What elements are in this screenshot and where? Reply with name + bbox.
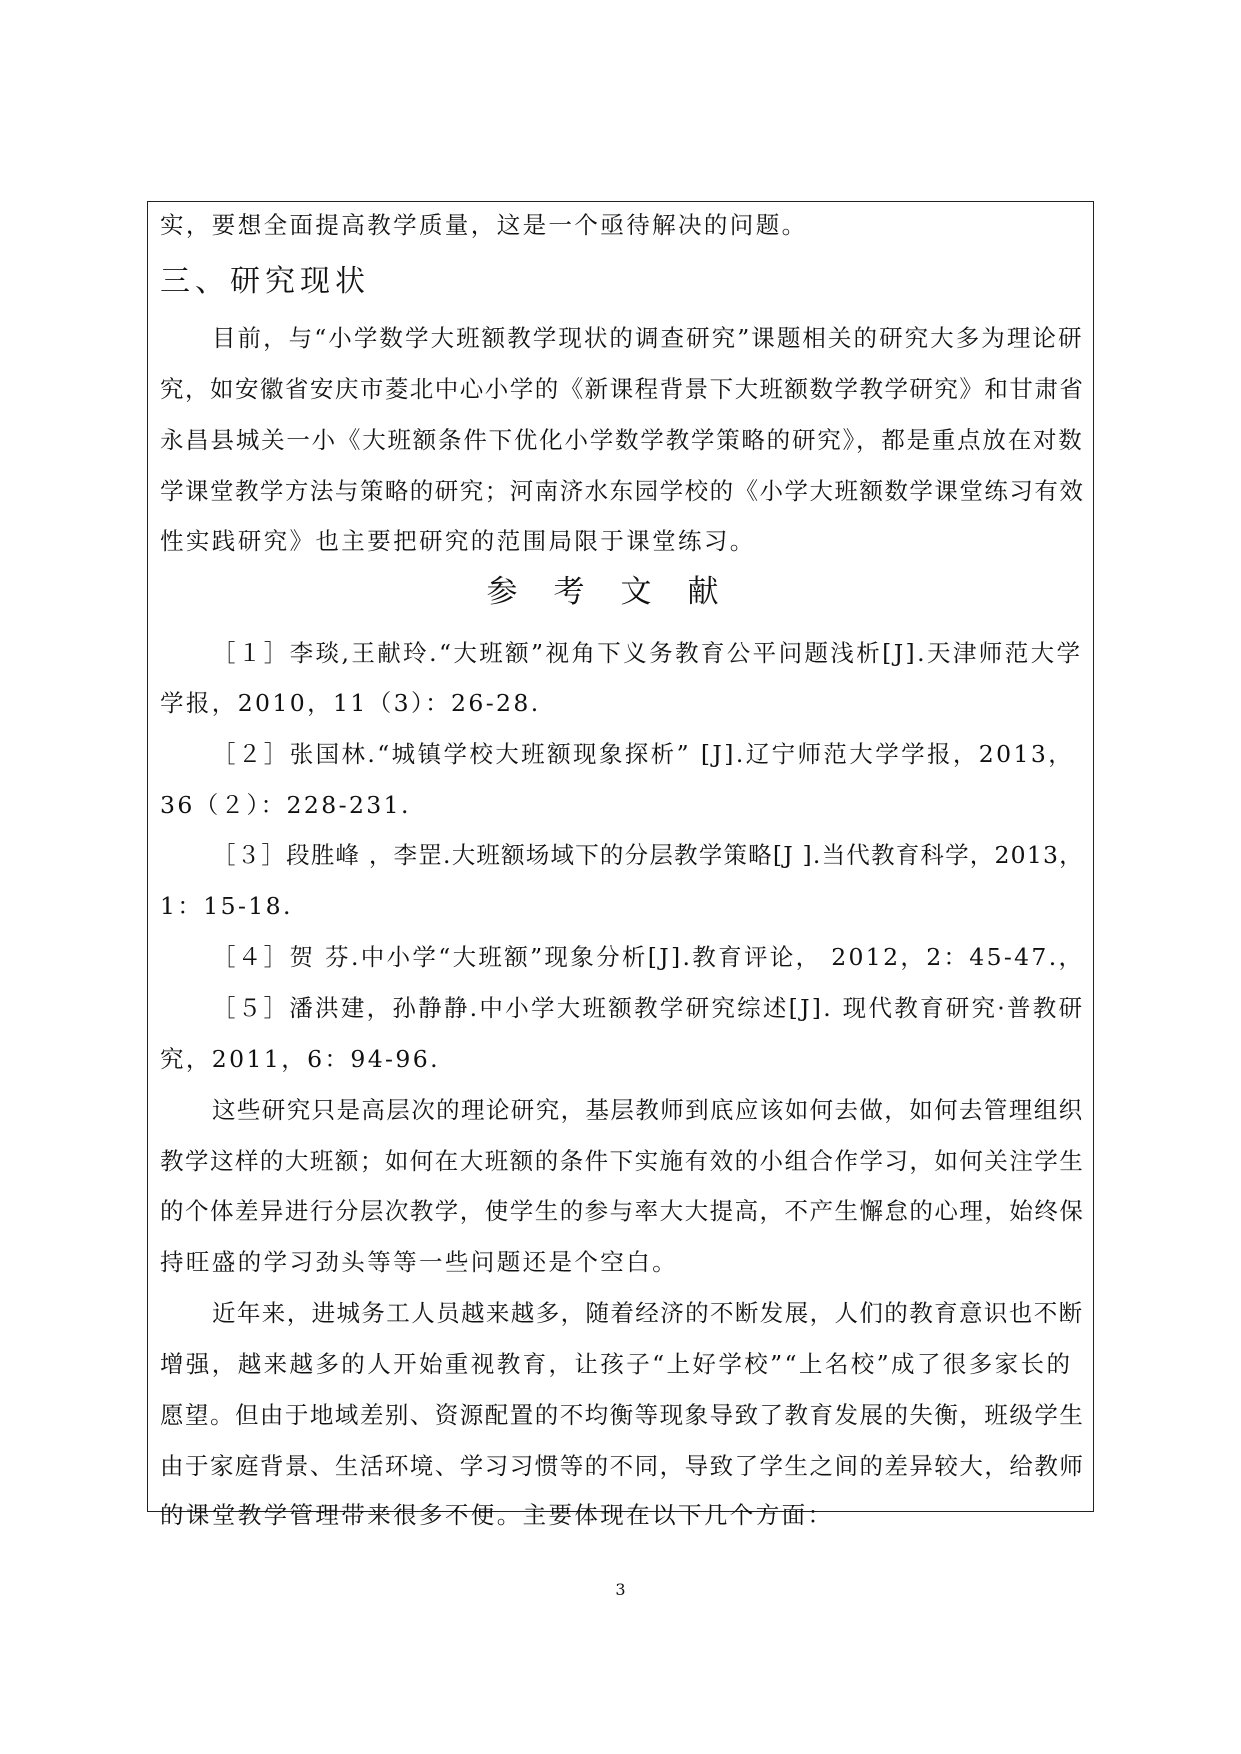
reference-line: ［４］贺 芬.中小学“大班额”现象分析[J].教育评论， 2012，2：45-47.， xyxy=(212,943,1085,971)
section-heading: 三、研究现状 xyxy=(160,264,370,299)
text-line: 愿望。但由于地域差别、资源配置的不均衡等现象导致了教育发展的失衡，班级学生 xyxy=(160,1401,1085,1429)
reference-line: ［３］段胜峰 ，李罡.大班额场域下的分层教学策略[J ].当代教育科学，2013， xyxy=(212,841,1084,869)
reference-line: 究，2011，6：94-96. xyxy=(160,1045,440,1073)
text-line: 目前，与“小学数学大班额教学现状的调查研究”课题相关的研究大多为理论研 xyxy=(212,324,1084,352)
text-line: 由于家庭背景、生活环境、学习习惯等的不同，导致了学生之间的差异较大，给教师 xyxy=(160,1452,1085,1480)
text-line: 的课堂教学管理带来很多不便。主要体现在以下几个方面： xyxy=(160,1501,834,1529)
text-line: 这些研究只是高层次的理论研究，基层教师到底应该如何去做，如何去管理组织 xyxy=(212,1096,1084,1124)
text-line: 的个体差异进行分层次教学，使学生的参与率大大提高，不产生懈怠的心理，始终保 xyxy=(160,1197,1085,1225)
text-line: 持旺盛的学习劲头等等一些问题还是个空白。 xyxy=(160,1248,678,1276)
reference-line: 学报，2010，11（3）：26-28. xyxy=(160,689,541,717)
text-line: 教学这样的大班额；如何在大班额的条件下实施有效的小组合作学习，如何关注学生 xyxy=(160,1147,1085,1175)
text-line: 增强，越来越多的人开始重视教育，让孩子“上好学校”“上名校”成了很多家长的 xyxy=(160,1350,1073,1378)
reference-line: ［２］张国林.“城镇学校大班额现象探析” [J].辽宁师范大学学报，2013， xyxy=(212,740,1075,768)
reference-line: ［５］潘洪建，孙静静.中小学大班额教学研究综述[J]. 现代教育研究·普教研 xyxy=(212,994,1085,1022)
reference-line: 36（２）：228-231. xyxy=(160,791,411,819)
reference-line: ［１］李琰,王献玲.“大班额”视角下义务教育公平问题浅析[J].天津师范大学 xyxy=(212,639,1083,667)
text-line: 性实践研究》也主要把研究的范围局限于课堂练习。 xyxy=(160,527,756,555)
text-line: 永昌县城关一小《大班额条件下优化小学数学教学策略的研究》，都是重点放在对数 xyxy=(160,426,1084,454)
references-title: 参考文献 xyxy=(486,574,755,610)
reference-line: 1：15-18. xyxy=(160,892,293,920)
text-line: 究，如安徽省安庆市菱北中心小学的《新课程背景下大班额数学教学研究》和甘肃省 xyxy=(160,375,1085,403)
text-line: 实，要想全面提高教学质量，这是一个亟待解决的问题。 xyxy=(160,211,808,239)
page-number: 3 xyxy=(615,1580,626,1599)
text-line: 近年来，进城务工人员越来越多，随着经济的不断发展，人们的教育意识也不断 xyxy=(212,1299,1084,1327)
text-line: 学课堂教学方法与策略的研究；河南济水东园学校的《小学大班额数学课堂练习有效 xyxy=(160,477,1085,505)
